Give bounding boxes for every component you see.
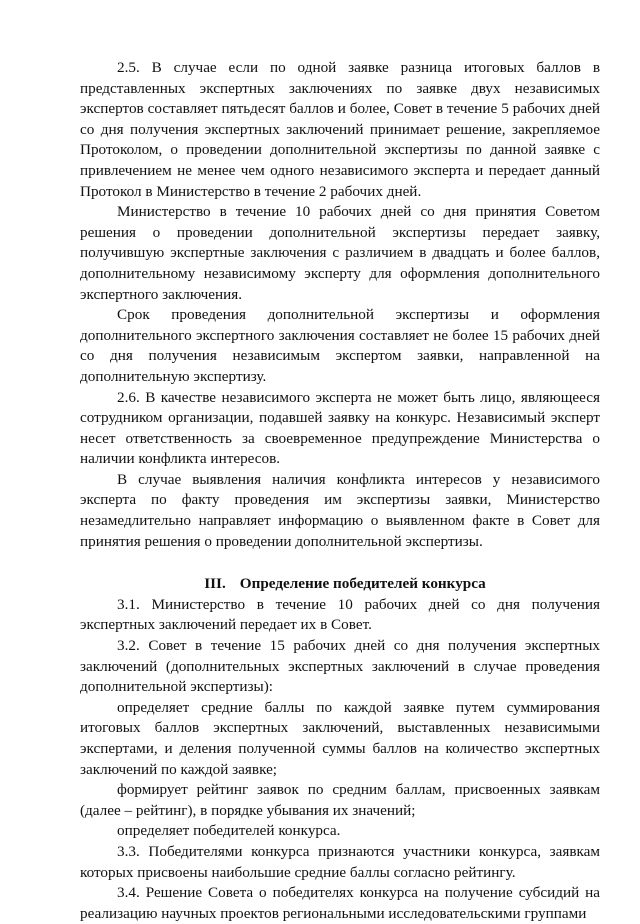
- paragraph-ministry-transfer: Министерство в течение 10 рабочих дней со дня принятия Советом решения о проведении дополнительной экспертизы передает заявку, получившую экспертные заключения с различием в двадцать и более баллов, дополнительному независимому эксперту для оформления дополнительного экспертного заключения.: [80, 203, 600, 303]
- section-heading: [80, 574, 600, 595]
- paragraph-term: Срок проведения дополнительной экспертизы и оформления дополнительного экспертного заключения составляет не более 15 рабочих дней со дня получения независимым экспертом заявки, направленной на дополнительную экспертизу.: [80, 306, 600, 385]
- paragraph-3-3: 3.3. Победителями конкурса признаются участники конкурса, заявкам которых присвоены наибольшие средние баллы согласно рейтингу.: [80, 842, 600, 881]
- paragraph-3-2: 3.2. Совет в течение 15 рабочих дней со дня получения экспертных заключений (дополнительных экспертных заключений в случае проведения дополнительной экспертизы):: [80, 637, 600, 696]
- paragraph-average-scores: определяет средние баллы по каждой заявке путем суммирования итоговых баллов экспертных заключений, выставленных независимыми экспертами, и деления полученной суммы баллов на количество экспертных заключений по каждой заявке;: [80, 698, 600, 778]
- paragraph-3-4: 3.4. Решение Совета о победителях конкурса на получение субсидий на реализацию научных проектов региональными исследовательскими группами: [80, 884, 600, 922]
- paragraph-3-1: 3.1. Министерство в течение 10 рабочих дней со дня получения экспертных заключений передает их в Совет.: [80, 595, 600, 634]
- paragraph-2-5: 2.5. В случае если по одной заявке разница итоговых баллов в представленных экспертных заключениях по заявке двух независимых экспертов составляет пятьдесят баллов и более, Совет в течение 5 рабочих дней со дня получения экспертных заключений принимает решение, закрепляемое Протоколом, о проведении дополнительной экспертизы по данной заявке с привлечением не менее чем одного независимого эксперта и передает данный Протокол в Министерство в течение 2 рабочих дней.: [80, 59, 600, 200]
- paragraph-winners: определяет победителей конкурса.: [117, 822, 341, 840]
- paragraph-rating: формирует рейтинг заявок по средним баллам, присвоенных заявкам (далее – рейтинг), в порядке убывания их значений;: [80, 781, 600, 819]
- section-title: Определение победителей конкурса: [239, 575, 486, 593]
- document-body: [80, 58, 600, 924]
- paragraph-conflict: В случае выявления наличия конфликта интересов у независимого эксперта по факту проведения им экспертизы заявки, Министерство незамедлительно направляет информацию о выявленном факте в Совет для принятия решения о проведении дополнительной экспертизы.: [80, 470, 600, 550]
- paragraph-2-6: 2.6. В качестве независимого эксперта не может быть лицо, являющееся сотрудником организации, подавшей заявку на конкурс. Независимый эксперт несет ответственность за своевременное предупреждение Министерства о наличии конфликта интересов.: [80, 388, 600, 468]
- section-number: III.: [204, 575, 226, 593]
